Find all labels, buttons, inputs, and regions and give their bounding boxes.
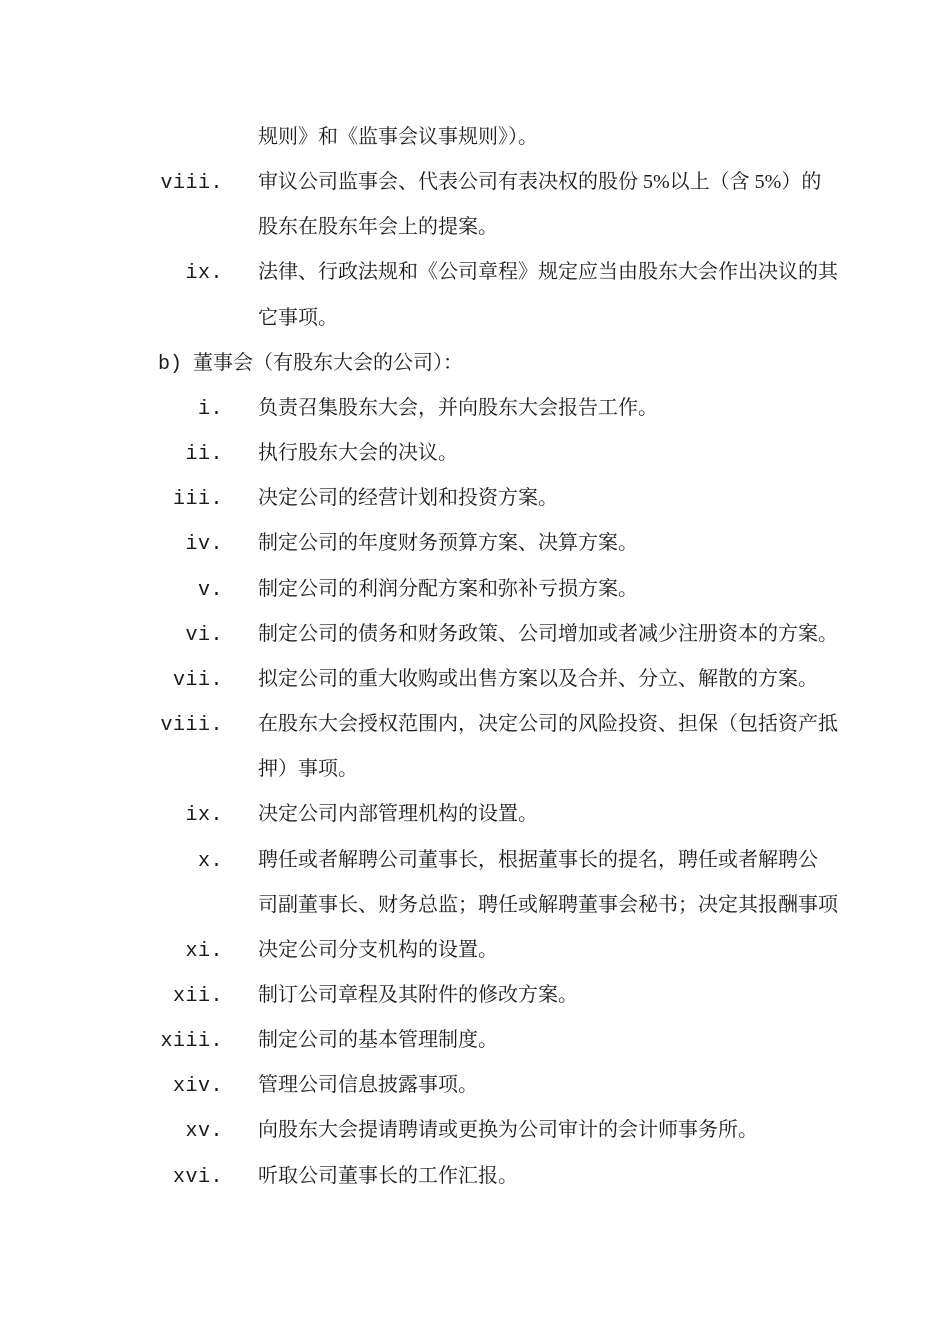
list-item-numeral: xii.: [172, 984, 223, 1008]
list-item-row: [0, 612, 950, 657]
list-item-continuation-row: [0, 205, 950, 250]
list-item-text: 制定公司的基本管理制度。: [258, 1029, 498, 1052]
list-item-numeral: viii.: [160, 714, 223, 738]
intro-continuation-text: 规则》和《监事会议事规则》）。: [258, 126, 538, 148]
list-item-numeral: vi.: [185, 623, 223, 647]
list-item-text: 执行股东大会的决议。: [258, 442, 458, 465]
list-item-continuation-text: 股东在股东年会上的提案。: [258, 216, 498, 239]
list-item-text: 在股东大会授权范围内，决定公司的风险投资、担保（包括资产抵: [258, 713, 838, 736]
list-item-numeral: xiv.: [172, 1075, 223, 1099]
list-item-numeral: xi.: [185, 939, 223, 963]
list-item-row: [0, 521, 950, 566]
list-item-row: [0, 567, 950, 612]
list-item-text: 负责召集股东大会，并向股东大会报告工作。: [258, 396, 658, 419]
list-item-text: 管理公司信息披露事项。: [258, 1074, 478, 1097]
list-item-text: 审议公司监事会、代表公司有表决权的股份 5%以上（含 5%）的: [258, 171, 822, 194]
list-item-row: [0, 160, 950, 205]
list-item-text: 决定公司的经营计划和投资方案。: [258, 487, 558, 510]
list-item-text: 法律、行政法规和《公司章程》规定应当由股东大会作出决议的其: [258, 261, 838, 284]
list-item-text: 拟定公司的重大收购或出售方案以及合并、分立、解散的方案。: [258, 667, 818, 690]
list-item-row: [0, 702, 950, 747]
list-item-numeral: v.: [197, 578, 223, 602]
list-item-numeral: i.: [197, 397, 223, 421]
list-item-continuation-text: 它事项。: [258, 306, 338, 329]
section-b-title: 董事会（有股东大会的公司）：: [193, 351, 464, 374]
list-item-text: 制订公司章程及其附件的修改方案。: [258, 983, 578, 1006]
list-item-continuation-text: 押）事项。: [258, 758, 358, 781]
list-item-numeral: iii.: [172, 488, 223, 512]
list-item-numeral: xiii.: [160, 1030, 223, 1054]
list-item-text: 制定公司的利润分配方案和弥补亏损方案。: [258, 577, 638, 600]
list-item-row: [0, 928, 950, 973]
list-item-row: [0, 1154, 950, 1199]
list-item-row: [0, 386, 950, 431]
list-item-numeral: x.: [197, 849, 223, 873]
list-item-row: [0, 792, 950, 837]
list-item-numeral: xv.: [185, 1120, 223, 1144]
list-item-continuation-text: 司副董事长、财务总监；聘任或解聘董事会秘书；决定其报酬事项: [258, 893, 838, 916]
list-item-row: [0, 250, 950, 295]
list-item-text: 向股东大会提请聘请或更换为公司审计的会计师事务所。: [258, 1119, 758, 1142]
list-item-text: 决定公司内部管理机构的设置。: [258, 803, 538, 826]
section-b-label: b): [158, 352, 183, 376]
list-item-numeral: ii.: [185, 443, 223, 467]
list-item-numeral: xvi.: [172, 1165, 223, 1189]
list-item-text: 聘任或者解聘公司董事长，根据董事长的提名，聘任或者解聘公: [258, 848, 818, 871]
list-item-numeral: ix.: [185, 804, 223, 828]
list-item-numeral: iv.: [185, 533, 223, 557]
list-item-row: [0, 973, 950, 1018]
list-item-row: [0, 476, 950, 521]
list-item-continuation-row: [0, 747, 950, 792]
list-item-row: [0, 1108, 950, 1153]
list-item-numeral: viii.: [160, 172, 223, 196]
list-item-row: [0, 1018, 950, 1063]
list-item-row: [0, 657, 950, 702]
list-item-continuation-row: [0, 883, 950, 928]
list-item-text: 听取公司董事长的工作汇报。: [258, 1164, 518, 1187]
list-item-row: [0, 431, 950, 476]
list-item-row: [0, 1063, 950, 1108]
intro-continuation-row: [0, 115, 950, 160]
list-item-text: 决定公司分支机构的设置。: [258, 938, 498, 961]
list-item-numeral: ix.: [185, 262, 223, 286]
list-item-text: 制定公司的年度财务预算方案、决算方案。: [258, 532, 638, 555]
list-item-text: 制定公司的债务和财务政策、公司增加或者减少注册资本的方案。: [258, 622, 838, 645]
list-item-continuation-row: [0, 296, 950, 341]
list-item-numeral: vii.: [172, 668, 223, 692]
section-b-heading: [0, 341, 950, 386]
list-item-row: [0, 838, 950, 883]
